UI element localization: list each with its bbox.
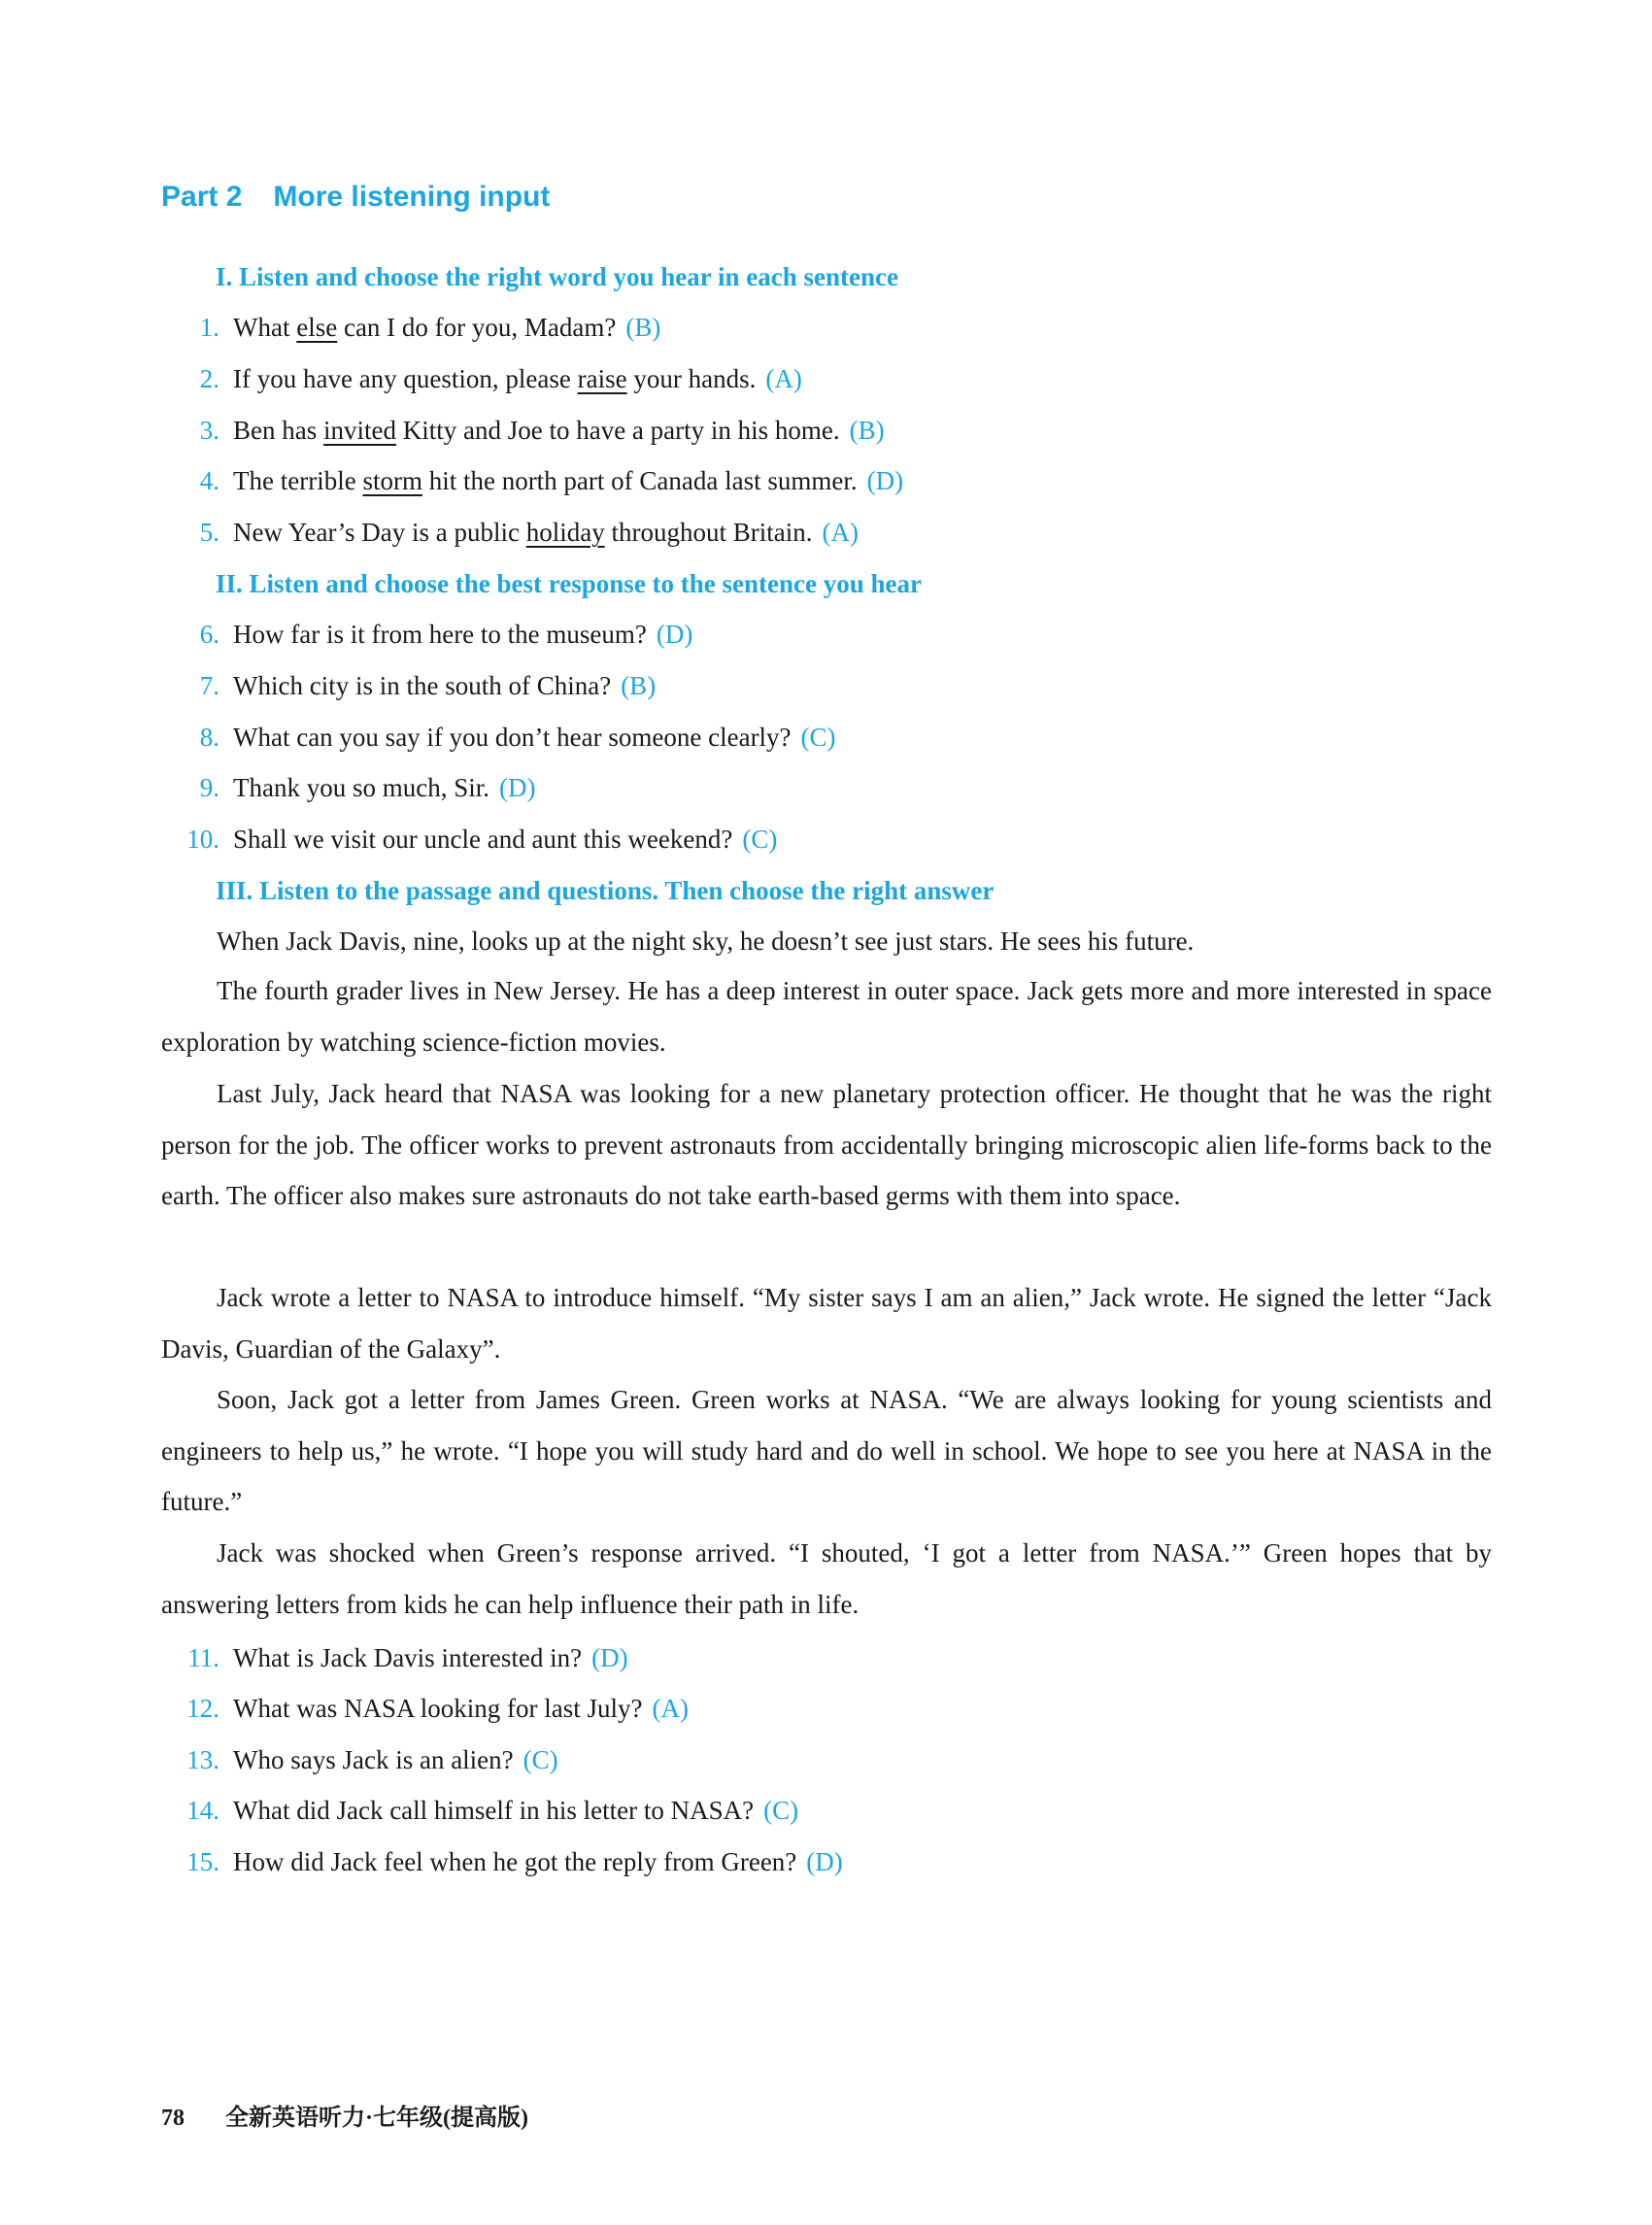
question-11: [177, 1639, 628, 1676]
passage-paragraph: When Jack Davis, nine, looks up at the night sky, he doesn’t see just stars. He sees his future.: [217, 927, 1195, 956]
answer: (B): [621, 671, 657, 700]
question-text: How far is it from here to the museum?: [233, 620, 647, 649]
passage-paragraph: Last July, Jack heard that NASA was looking for a new planetary protection officer. He thought that he was the right person for the job. The officer works to prevent astronauts from accidentally bringing microscopic alien life-forms back to the earth. The officer also makes sure astronauts do not take earth-based germs with them into space.: [161, 1079, 1492, 1210]
question-5: [177, 514, 859, 551]
question-number: 5.: [199, 518, 219, 547]
question-6: [177, 616, 692, 653]
question-8: [177, 719, 836, 756]
question-number: 3.: [199, 416, 219, 445]
answer: (D): [499, 773, 536, 802]
question-13: [177, 1741, 558, 1778]
answer: (D): [656, 620, 693, 649]
underlined-word: holiday: [525, 518, 605, 547]
question-number: 1.: [199, 313, 219, 342]
question-number: 4.: [199, 466, 219, 495]
question-number: 10.: [186, 825, 219, 854]
question-number: 8.: [199, 723, 219, 752]
underlined-word: else: [296, 313, 338, 342]
question-text: If you have any question, please: [233, 364, 578, 393]
question-3: [177, 412, 885, 449]
question-text: your hands.: [626, 364, 757, 393]
answer: (C): [742, 825, 778, 854]
answer: (C): [800, 723, 836, 752]
question-text: Thank you so much, Sir.: [233, 773, 489, 802]
section-2-heading: II. Listen and choose the best response to the sentence you hear: [216, 569, 922, 598]
answer: (C): [523, 1745, 558, 1774]
question-text: Ben has: [233, 416, 323, 445]
question-15: [177, 1843, 843, 1880]
question-text: What did Jack call himself in his letter to NASA?: [233, 1796, 755, 1825]
question-text: Kitty and Joe to have a party in his home.: [395, 416, 840, 445]
part-label: Part 2: [161, 181, 243, 213]
question-number: 11.: [187, 1643, 219, 1672]
underlined-word: invited: [322, 416, 396, 445]
question-number: 13.: [186, 1745, 219, 1774]
question-number: 2.: [199, 364, 219, 393]
answer: (B): [625, 313, 661, 342]
answer: (A): [765, 364, 802, 393]
question-text: What: [233, 313, 297, 342]
question-14: [177, 1792, 798, 1829]
question-2: [177, 360, 802, 397]
passage-paragraph: Jack wrote a letter to NASA to introduce himself. “My sister says I am an alien,” Jack wrote. He signed the letter “Jack Davis, Guardian of the Galaxy”.: [161, 1283, 1492, 1364]
passage-paragraph: Soon, Jack got a letter from James Green. Green works at NASA. “We are always looking for young scientists and engineers to help us,” he wrote. “I hope you will study hard and do well in school. We hope to see you here at NASA in the future.”: [161, 1385, 1492, 1516]
answer: (A): [822, 518, 859, 547]
answer: (C): [763, 1796, 799, 1825]
section-1-heading: I. Listen and choose the right word you hear in each sentence: [216, 262, 899, 291]
question-text: Which city is in the south of China?: [233, 671, 612, 700]
question-12: [177, 1690, 689, 1727]
part-name: More listening input: [273, 181, 551, 213]
answer: (D): [591, 1643, 628, 1672]
section-3-heading: III. Listen to the passage and questions. Then choose the right answer: [216, 876, 995, 905]
question-text: Shall we visit our uncle and aunt this weekend?: [233, 825, 733, 854]
question-text: How did Jack feel when he got the reply from Green?: [233, 1847, 797, 1876]
passage-paragraph: The fourth grader lives in New Jersey. He has a deep interest in outer space. Jack gets more and more interested in space exploration by watching science-fiction movies.: [161, 976, 1492, 1057]
question-10: [177, 821, 777, 858]
question-9: [177, 769, 535, 806]
question-text: What was NASA looking for last July?: [233, 1694, 643, 1723]
part-title: [161, 181, 550, 214]
answer: (D): [866, 466, 904, 495]
question-text: New Year’s Day is a public: [233, 518, 526, 547]
answer: (B): [849, 416, 885, 445]
question-text: What is Jack Davis interested in?: [233, 1643, 583, 1672]
question-number: 14.: [186, 1796, 219, 1825]
question-number: 15.: [186, 1847, 219, 1876]
answer: (D): [806, 1847, 843, 1876]
question-text: throughout Britain.: [604, 518, 813, 547]
question-number: 7.: [199, 671, 219, 700]
question-text: What can you say if you don’t hear someone clearly?: [233, 723, 792, 752]
page-number: 78: [161, 2106, 185, 2131]
question-7: [177, 667, 656, 704]
question-1: [177, 309, 660, 346]
question-text: can I do for you, Madam?: [337, 313, 617, 342]
question-text: hit the north part of Canada last summer.: [421, 466, 858, 495]
answer: (A): [652, 1694, 689, 1723]
underlined-word: storm: [362, 466, 422, 495]
question-4: [177, 462, 903, 499]
question-number: 12.: [186, 1694, 219, 1723]
page-footer: [161, 2098, 528, 2132]
question-number: 6.: [199, 620, 219, 649]
question-text: The terrible: [233, 466, 363, 495]
question-number: 9.: [199, 773, 219, 802]
question-text: Who says Jack is an alien?: [233, 1745, 514, 1774]
passage-paragraph: Jack was shocked when Green’s response arrived. “I shouted, ‘I got a letter from NASA.’” Green hopes that by answering letters from kids he can help influence their path in life.: [161, 1538, 1492, 1619]
underlined-word: raise: [577, 364, 627, 393]
book-title: 全新英语听力·七年级(提高版): [225, 2106, 528, 2131]
